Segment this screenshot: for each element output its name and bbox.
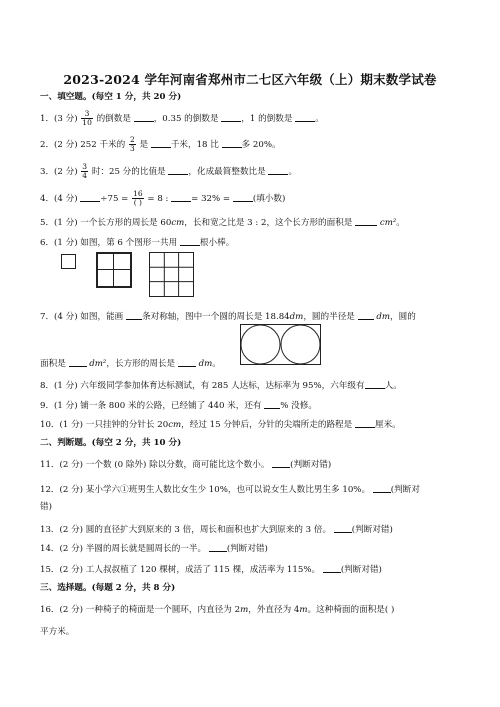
q1-text-mid: 的倒数是 <box>96 114 131 124</box>
q7-unit-dm: dm <box>289 312 304 322</box>
figure-3x3-grid <box>149 252 194 297</box>
q1-fraction <box>81 110 93 127</box>
q2-text-mid: 是 <box>139 140 149 150</box>
q9-end: % 没修。 <box>280 401 317 411</box>
q1-blank-1[interactable] <box>134 112 154 122</box>
q5-unit-cm2: cm² <box>379 218 397 228</box>
question-5 <box>40 216 405 229</box>
q1-prefix: 1．(3 分) <box>40 114 78 124</box>
q7-line2-a: 面积是 <box>40 359 66 369</box>
q13-text: 13．(2 分) 圆的直径扩大到原来的 3 倍，周长和面积也扩大到原来的 3 倍。 <box>40 525 332 535</box>
q1-blank-2[interactable] <box>221 112 241 122</box>
q15-text: 15．(2 分) 工人叔叔植了 120 棵树，成活了 115 棵，成活率为 115%。 <box>40 565 321 575</box>
q4-text-a: ÷75 = <box>100 194 129 204</box>
q3-text-mid: 时：25 分的比值是 <box>91 167 166 177</box>
q14-blank-1[interactable] <box>209 542 227 552</box>
q2-frac-num: 2 <box>129 135 135 144</box>
q16-text-a: 16．(2 分) 一种椅子的椅面是一个圆环，内直径为 2 <box>40 605 241 615</box>
question-1 <box>40 110 324 127</box>
q3-blank-1[interactable] <box>168 165 188 175</box>
question-8 <box>40 379 402 392</box>
q5-text-b: ，长和宽之比是 3 : 2，这个长方形的面积是 <box>184 218 353 228</box>
q15-end: (判断对错) <box>340 565 382 575</box>
q12-end: (判断对 <box>390 485 420 495</box>
q7-text-c: ，圆的半径是 <box>303 312 355 322</box>
q5-end: 。 <box>396 218 405 228</box>
q7-unit-dm-3: dm <box>198 359 213 369</box>
q12-text: 12．(2 分) 某小学六①班男生人数比女生少 10%，也可以说女生人数比男生多 10%。 <box>40 485 371 495</box>
q9-text: 9．(1 分) 铺一条 800 米的公路，已经铺了 440 米，还有 <box>40 401 262 411</box>
q1-text-b: ，1 的倒数是 <box>241 114 293 124</box>
q7-text-d: ，圆的 <box>390 312 416 322</box>
q2-frac-den: 3 <box>129 144 135 153</box>
q4-frac-den: ( ) <box>133 198 142 207</box>
q4-blank-1[interactable] <box>80 192 100 202</box>
question-3 <box>40 163 297 180</box>
q5-blank-1[interactable] <box>355 216 377 226</box>
q4-blank-2[interactable] <box>171 192 191 202</box>
q1-text-a: ，0.35 的倒数是 <box>153 114 219 124</box>
q10-unit-cm: cm <box>168 420 182 430</box>
q10-blank-1[interactable] <box>355 418 375 428</box>
question-10 <box>40 418 401 431</box>
question-2 <box>40 136 281 153</box>
q4-prefix: 4．(4 分) <box>40 194 78 204</box>
q7-blank-4[interactable] <box>178 357 196 367</box>
figure-2x2-grid <box>96 252 132 288</box>
q3-frac-num: 3 <box>82 162 88 171</box>
q16-text-c: 。这种椅面的面积是( ) <box>307 605 395 615</box>
q7-blank-1[interactable] <box>126 310 142 320</box>
q1-frac-num: 3 <box>81 110 93 119</box>
question-12 <box>40 483 420 496</box>
question-6 <box>40 236 234 249</box>
q3-blank-2[interactable] <box>268 165 288 175</box>
q7-line2-b: ，长方形的周长是 <box>106 359 176 369</box>
figure-two-circles-rectangle <box>240 324 322 366</box>
question-16-line-2: 平方米。 <box>40 627 75 637</box>
q2-text-a: 千米，18 比 <box>170 140 219 150</box>
q4-frac-num: 16 <box>133 189 143 198</box>
exam-title: 2023-2024 学年河南省郑州市二七区六年级（上）期末数学试卷 <box>63 72 437 87</box>
q7-text-a: 7．(4 分) 如图，能画 <box>40 312 124 322</box>
question-12-line-2: 错) <box>40 502 52 512</box>
q12-blank-1[interactable] <box>373 483 391 493</box>
q3-frac-den: 4 <box>82 171 88 180</box>
q7-blank-2[interactable] <box>358 310 374 320</box>
q7-unit-dm-sq: dm² <box>89 359 107 369</box>
question-13 <box>40 523 393 536</box>
question-14 <box>40 542 268 555</box>
q4-end: (填小数) <box>252 194 286 204</box>
q6-text: 6．(1 分) 如图，第 6 个图形一共用 <box>40 238 178 248</box>
q4-blank-3[interactable] <box>233 192 253 202</box>
q14-end: (判断对错) <box>226 544 268 554</box>
grid-cell <box>97 269 114 287</box>
question-16 <box>40 605 394 616</box>
q2-blank-2[interactable] <box>222 138 242 148</box>
q4-text-c: = 32% = <box>191 194 231 204</box>
q10-end: 厘米。 <box>374 420 401 430</box>
q8-end: 人。 <box>384 381 402 391</box>
q1-blank-3[interactable] <box>295 112 315 122</box>
section-fill-in: 一、填空题。(每空 1 分，共 20 分) <box>40 92 182 102</box>
q2-fraction <box>129 136 136 153</box>
question-7-line-2 <box>40 357 221 370</box>
question-11 <box>40 458 331 471</box>
grid-cell <box>113 269 131 287</box>
q8-text: 8．(1 分) 六年级同学参加体育达标测试，有 285 人达标，达标率为 95%，六年级有 <box>40 381 365 391</box>
q1-frac-den: 10 <box>82 118 92 127</box>
q7-end: 。 <box>212 359 221 369</box>
q11-end: (判断对错) <box>290 460 332 470</box>
section-true-false: 二、判断题。(每空 2 分，共 10 分) <box>40 438 182 448</box>
q7-blank-3[interactable] <box>69 357 87 367</box>
grid-cell <box>97 253 114 270</box>
q8-blank-1[interactable] <box>365 379 385 389</box>
q2-blank-1[interactable] <box>151 138 171 148</box>
q10-text-a: 10．(1 分) 一只挂钟的分针长 20 <box>40 420 169 430</box>
q5-unit-cm: cm <box>171 218 185 228</box>
question-9 <box>40 399 317 412</box>
q11-text: 11．(2 分) 一个数 (0 除外) 除以分数，商可能比这个数小。 <box>40 460 270 470</box>
question-7 <box>40 310 416 323</box>
q5-text-a: 5．(1 分) 一个长方形的周长是 60 <box>40 218 172 228</box>
q13-blank-1[interactable] <box>334 523 352 533</box>
q13-end: (判断对错) <box>351 525 393 535</box>
q3-fraction <box>81 163 88 180</box>
q4-text-b: = 8 : <box>147 194 169 204</box>
q7-text-b: 条对称轴，图中一个圆的周长是 18.84 <box>142 312 290 322</box>
grid-cell <box>113 253 131 270</box>
q11-blank-1[interactable] <box>272 458 290 468</box>
q6-blank-1[interactable] <box>180 236 200 246</box>
figure-1x1-square <box>61 254 76 269</box>
section-multiple-choice: 三、选择题。(每题 2 分，共 8 分) <box>40 583 176 593</box>
q2-prefix: 2．(2 分) 252 千米的 <box>40 140 126 150</box>
q9-blank-1[interactable] <box>264 399 280 409</box>
q16-unit-m-2: m <box>299 605 308 615</box>
q1-end: 。 <box>315 114 324 124</box>
grid-lines <box>150 253 193 296</box>
q2-text-b: 多 20%。 <box>241 140 281 150</box>
q16-text-b: ，外直径为 4 <box>248 605 300 615</box>
q16-unit-m: m <box>240 605 249 615</box>
q15-blank-1[interactable] <box>323 563 341 573</box>
q3-prefix: 3．(2 分) <box>40 167 78 177</box>
q14-text: 14．(2 分) 半圆的周长就是圆周长的一半。 <box>40 544 207 554</box>
q7-unit-dm-2: dm <box>376 312 391 322</box>
q4-fraction <box>132 190 144 207</box>
q3-text-a: ，化成最简整数比是 <box>188 167 266 177</box>
q10-text-b: ，经过 15 分钟后，分针的尖端所走的路程是 <box>181 420 353 430</box>
q3-end: 。 <box>288 167 298 177</box>
question-15 <box>40 563 382 576</box>
q6-end: 根小棒。 <box>199 238 235 248</box>
question-4 <box>40 190 285 207</box>
